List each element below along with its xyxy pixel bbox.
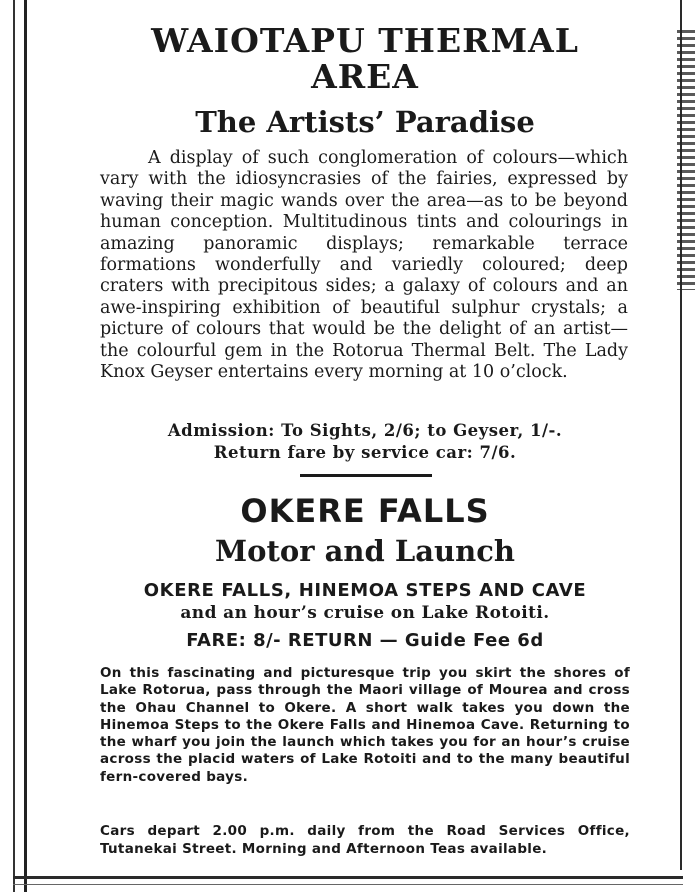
waiotapu-title-line1: WAIOTAPU THERMAL [151,21,579,60]
left-column-rule [13,0,15,892]
left-column-rule-heavy [24,0,27,892]
cruise-subheading: and an hour’s cruise on Lake Rotoiti. [180,603,550,623]
bottom-rule-thin [13,884,683,885]
return-fare: Return fare by service car: 7/6. [213,443,517,462]
admission-prices: Admission: To Sights, 2/6; to Geyser, 1/-. [167,421,563,440]
section-divider [300,474,432,477]
departure-text: Cars depart 2.00 p.m. daily from the Road Services Office, Tutanekai Street. Morning and Afternoon Teas available. [100,823,630,857]
okere-body-text: On this fascinating and picturesque trip you skirt the shores of Lake Rotorua, pass through the Maori village of Mourea and cross the Ohau Channel to Okere. A short walk takes you down the Hinemoa Steps to the Okere Falls and Hinemoa Cave. Returning to the wharf you join the launch which takes you for an hour’s cruise across the placid waters of Lake Rotoiti and to the many beautiful fern-covered bays. [100,665,630,785]
okere-falls-title: OKERE FALLS [240,492,490,530]
artists-paradise-subtitle: The Artists’ Paradise [195,105,535,139]
waiotapu-body [100,148,628,383]
right-serrated-border [677,30,695,290]
waiotapu-title-line2: AREA [311,57,419,96]
waiotapu-body-text: A display of such conglomeration of colours—which vary with the idiosyncrasies of the fairies, expressed by waving their magic wands over the area—as to be beyond human conception. Multitudinous tints and colourings in amazing panoramic displays; remarkable terrace formations wonderfully and variedly coloured; deep craters with precipitous sides; a galaxy of colours and an awe-inspiring exhibition of beautiful sulphur crystals; a picture of colours that would be the delight of an artist—the colourful gem in the Rotorua Thermal Belt. The Lady Knox Geyser entertains every morning at 10 o’clock. [100,148,628,383]
departure-info [100,822,630,858]
okere-body [100,665,630,786]
motor-launch-subtitle: Motor and Launch [215,534,515,568]
bottom-rule [13,876,683,879]
tour-heading: OKERE FALLS, HINEMOA STEPS AND CAVE [143,580,587,601]
fare-line: FARE: 8/- RETURN — Guide Fee 6d [186,630,544,651]
